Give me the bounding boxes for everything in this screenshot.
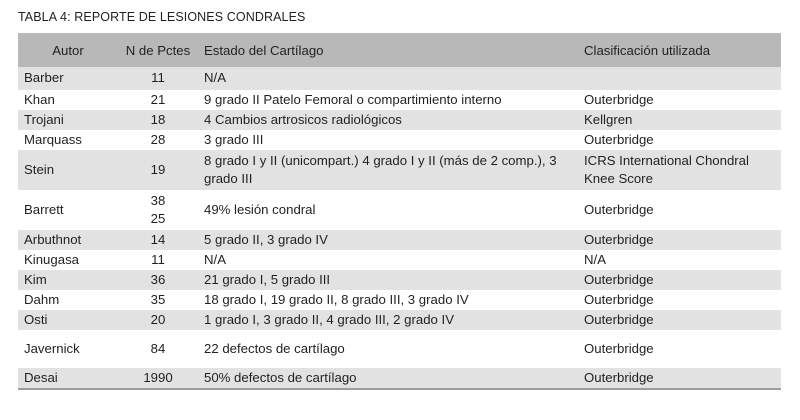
cell-estado: 9 grado II Patelo Femoral o compartimiento interno [198,90,578,110]
cell-n-value: 38 [150,193,166,208]
cell-clasificacion: Outerbridge [578,130,781,150]
table-header-row [18,33,781,67]
header-n-pacientes: N de Pctes [118,33,198,67]
cell-autor: Marquass [18,130,118,150]
cell-estado: 22 defectos de cartílago [198,330,578,368]
cell-n: 20 [118,310,198,330]
cell-n: 14 [118,230,198,250]
table-row [18,110,781,130]
cell-n: 1990 [118,368,198,389]
cell-autor: Osti [18,310,118,330]
cell-clasificacion: Outerbridge [578,368,781,389]
cell-clasificacion: Outerbridge [578,190,781,230]
cell-autor: Barrett [18,190,118,230]
cell-clasificacion [578,67,781,90]
cell-autor: Stein [18,150,118,190]
table-row [18,130,781,150]
cell-autor: Dahm [18,290,118,310]
table-row [18,270,781,290]
cell-autor: Trojani [18,110,118,130]
table-row [18,290,781,310]
cell-n: 21 [118,90,198,110]
cell-n: 11 [118,250,198,270]
cell-n-value-2: 25 [150,211,166,226]
header-clasificacion: Clasificación utilizada [578,33,781,67]
header-estado-cartilago: Estado del Cartílago [198,33,578,67]
cell-clasificacion: Outerbridge [578,290,781,310]
cell-estado: 21 grado I, 5 grado III [198,270,578,290]
cell-estado: 1 grado I, 3 grado II, 4 grado III, 2 grado IV [198,310,578,330]
cell-clasificacion: N/A [578,250,781,270]
cell-estado: 8 grado I y II (unicompart.) 4 grado I y II (más de 2 comp.), 3 grado III [198,150,578,190]
cell-n: 18 [118,110,198,130]
cell-clasificacion: ICRS International Chondral Knee Score [578,150,781,190]
table-row [18,330,781,368]
lesions-table [18,33,781,390]
table-row [18,368,781,389]
cell-n [118,190,198,230]
header-autor: Autor [18,33,118,67]
cell-estado: 18 grado I, 19 grado II, 8 grado III, 3 grado IV [198,290,578,310]
cell-clasificacion: Outerbridge [578,330,781,368]
table-row [18,67,781,90]
cell-autor: Javernick [18,330,118,368]
cell-n: 35 [118,290,198,310]
cell-n: 19 [118,150,198,190]
cell-n: 36 [118,270,198,290]
cell-n: 28 [118,130,198,150]
cell-estado: N/A [198,67,578,90]
cell-autor: Kinugasa [18,250,118,270]
cell-clasificacion: Outerbridge [578,90,781,110]
cell-estado: N/A [198,250,578,270]
table-caption: TABLA 4: REPORTE DE LESIONES CONDRALES [18,10,306,24]
cell-clasificacion: Kellgren [578,110,781,130]
table-row [18,190,781,230]
cell-estado: 4 Cambios artrosicos radiológicos [198,110,578,130]
cell-n: 11 [118,67,198,90]
cell-estado: 5 grado II, 3 grado IV [198,230,578,250]
cell-clasificacion: Outerbridge [578,270,781,290]
cell-estado: 50% defectos de cartílago [198,368,578,389]
table-row [18,250,781,270]
table-row [18,90,781,110]
cell-n: 84 [118,330,198,368]
cell-autor: Khan [18,90,118,110]
cell-autor: Barber [18,67,118,90]
cell-autor: Kim [18,270,118,290]
table-row [18,310,781,330]
cell-autor: Desai [18,368,118,389]
table-row [18,150,781,190]
cell-autor: Arbuthnot [18,230,118,250]
cell-clasificacion: Outerbridge [578,230,781,250]
cell-estado: 49% lesión condral [198,190,578,230]
cell-clasificacion: Outerbridge [578,310,781,330]
table-row [18,230,781,250]
cell-estado: 3 grado III [198,130,578,150]
